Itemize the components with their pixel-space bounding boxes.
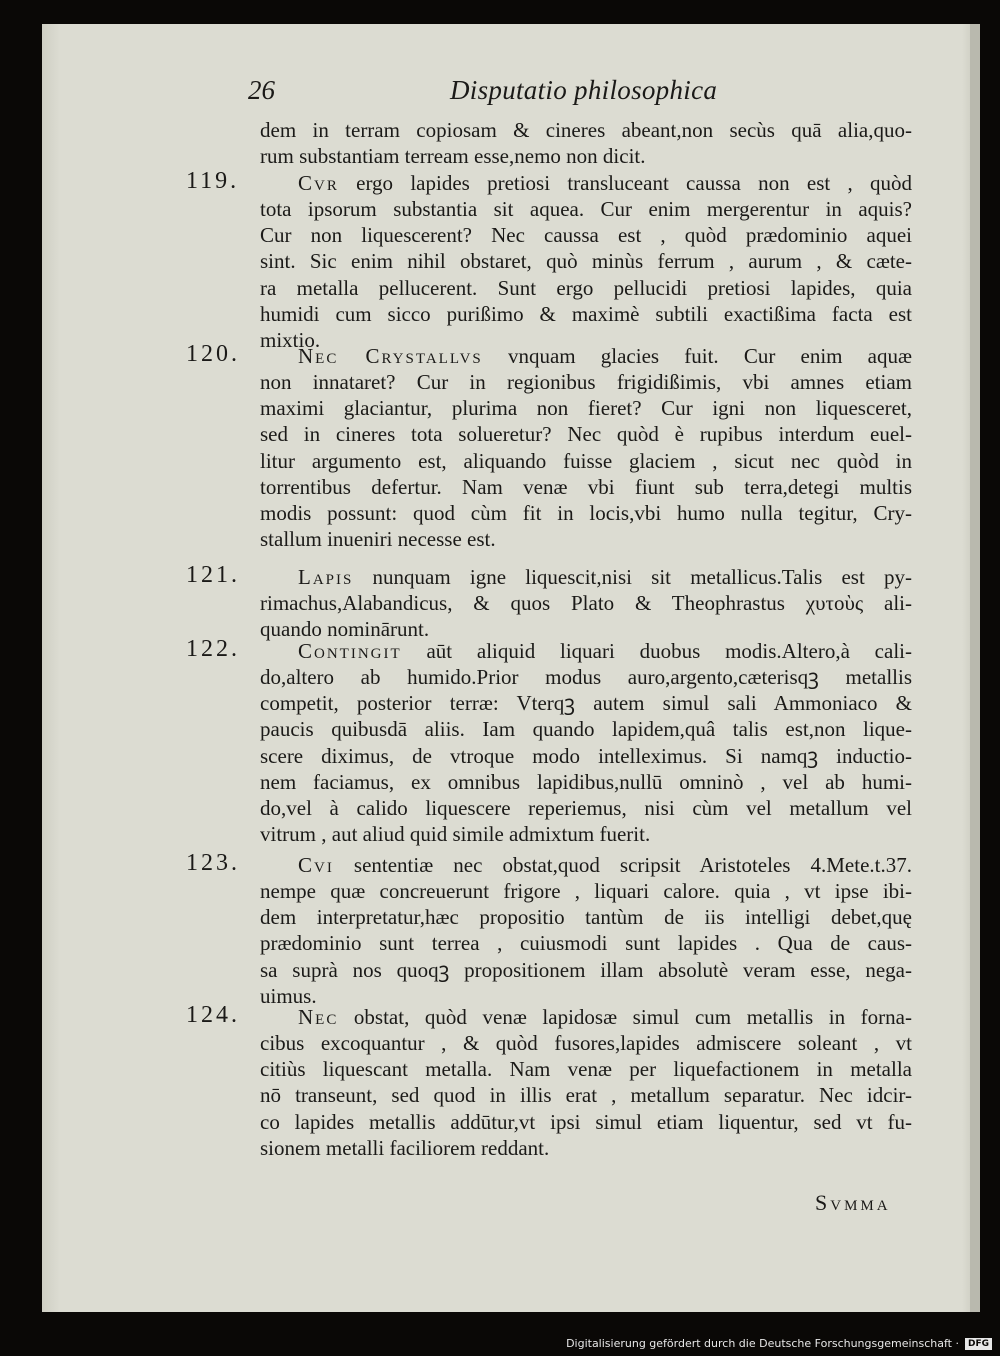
text-line: dem interpretatur,hæc propositio tantùm de iis intelligi debet,quę: [260, 905, 912, 930]
text-line: nem faciamus, ex omnibus lapidibus,nullū omninò , vel ab humi-: [260, 769, 912, 794]
text-line: sa suprà nos quoqꝫ propositionem illam absolutè veram esse, nega-: [260, 957, 912, 982]
text-line: dem in terram copiosam & cineres abeant,non secùs quā alia,quo-: [260, 118, 912, 142]
text-line: tota ipsorum substantia sit aquea. Cur enim mergerentur in aquis?: [260, 197, 912, 222]
text-line: humidi cum sicco purißimo & maximè subtili exactißima facta est: [260, 301, 912, 326]
line-text: nunquam igne liquescit,nisi sit metallicus.Talis est py-: [353, 565, 912, 589]
text-line: [298, 170, 912, 196]
text-line: [298, 1004, 912, 1030]
text-line: [298, 638, 912, 664]
text-line: co lapides metallis addūtur,vt ipsi simul etiam liquentur, sed vt fu-: [260, 1109, 912, 1134]
text-line: do,vel à calido liquescere reperiemus, nisi cùm vel metallum vel: [260, 795, 912, 820]
text-line: nō transeunt, sed quod in illis erat , metallum separatur. Nec idcir-: [260, 1083, 912, 1108]
line-text: ergo lapides pretiosi transluceant caussa non est , quòd: [338, 171, 912, 195]
page-edge: [970, 24, 980, 1312]
paragraph-lead-word: Nec Crystallvs: [298, 344, 483, 368]
catchword: Svmma: [815, 1190, 891, 1215]
text-line: torrentibus defertur. Nam venæ vbi fiunt sub terra,detegi multis: [260, 474, 912, 499]
text-line: vitrum , aut aliud quid simile admixtum fuerit.: [260, 822, 651, 847]
footer: [566, 1337, 992, 1350]
paragraph-number: 124.: [186, 1002, 240, 1028]
paragraph-number: 122.: [186, 636, 240, 662]
text-line: competit, posterior terræ: Vterqꝫ autem simul sali Ammoniaco &: [260, 691, 912, 716]
text-line: [298, 343, 912, 369]
text-line: nempe quæ concreuerunt frigore , liquari calore. quia , vt ipse ibi-: [260, 879, 912, 904]
text-line: non innataret? Cur in regionibus frigidißimis, vbi amnes etiam: [260, 370, 912, 395]
text-line: scere diximus, de vtroque modo intelleximus. Si namqꝫ inductio-: [260, 743, 912, 768]
text-line: [298, 852, 912, 878]
text-line: sed in cineres tota solueretur? Nec quòd è rupibus interdum euel-: [260, 422, 912, 447]
paragraph-lead-word: Lapis: [298, 565, 354, 589]
text-line: prædominio sunt terrea , cuiusmodi sunt lapides . Qua de caus-: [260, 931, 912, 956]
page-number: 26: [248, 75, 275, 105]
running-title: Disputatio philosophica: [450, 75, 718, 105]
text-line: do,altero ab humido.Prior modus auro,argento,cæterisqꝫ metallis: [260, 665, 912, 690]
paragraph-lead-word: Cvi: [298, 853, 334, 877]
paragraph-number: 121.: [186, 562, 240, 588]
text-line: stallum inueniri necesse est.: [260, 527, 496, 552]
paragraph-number: 120.: [186, 341, 240, 367]
text-line: sionem metalli faciliorem reddant.: [260, 1135, 550, 1160]
text-line: modis possunt: quod cùm fit in locis,vbi humo nulla tegitur, Cry-: [260, 500, 912, 525]
text-line: Cur non liquescerent? Nec caussa est , quòd prædominio aquei: [260, 223, 912, 248]
paragraph-lead-word: Cvr: [298, 171, 339, 195]
running-head: [0, 75, 1000, 109]
text-line: rum substantiam terream esse,nemo non dicit.: [260, 144, 646, 169]
text-line: ra metalla pellucerent. Sunt ergo pellucidi pretiosi lapides, quia: [260, 275, 912, 300]
line-text: vnquam glacies fuit. Cur enim aquæ: [482, 344, 912, 368]
text-line: citiùs liquescant metalla. Nam venæ per liquefactionem in metalla: [260, 1057, 912, 1082]
dfg-logo-icon: DFG: [965, 1338, 992, 1350]
line-text: obstat, quòd venæ lapidosæ simul cum metallis in forna-: [338, 1005, 912, 1029]
paragraph-number: 119.: [186, 168, 240, 194]
text-line: rimachus,Alabandicus, & quos Plato & Theophrastus χυτοὺς ali-: [260, 591, 912, 616]
text-line: [298, 564, 912, 590]
paragraph-lead-word: Nec: [298, 1005, 339, 1029]
line-text: sententiæ nec obstat,quod scripsit Aristoteles 4.Mete.t.37.: [333, 853, 912, 877]
text-line: cibus excoquantur , & quòd fusores,lapides admiscere soleant , vt: [260, 1031, 912, 1056]
footer-text: Digitalisierung gefördert durch die Deutsche Forschungsgemeinschaft ·: [566, 1337, 959, 1350]
text-line: uimus.: [260, 983, 317, 1008]
text-line: maximi glaciantur, plurima non fieret? Cur igni non liquesceret,: [260, 396, 912, 421]
text-line: quando nominārunt.: [260, 617, 430, 642]
text-line: paucis quibusdā aliis. Iam quando lapidem,quâ talis est,non lique-: [260, 717, 912, 742]
line-text: aūt aliquid liquari duobus modis.Altero,à cali-: [401, 639, 912, 663]
text-line: litur argumento est, aliquando fuisse glaciem , sicut nec quòd in: [260, 448, 912, 473]
paragraph-lead-word: Contingit: [298, 639, 402, 663]
paragraph-number: 123.: [186, 850, 240, 876]
text-line: mixtio.: [260, 327, 321, 352]
text-line: sint. Sic enim nihil obstaret, quò minùs ferrum , aurum , & cæte-: [260, 249, 912, 274]
